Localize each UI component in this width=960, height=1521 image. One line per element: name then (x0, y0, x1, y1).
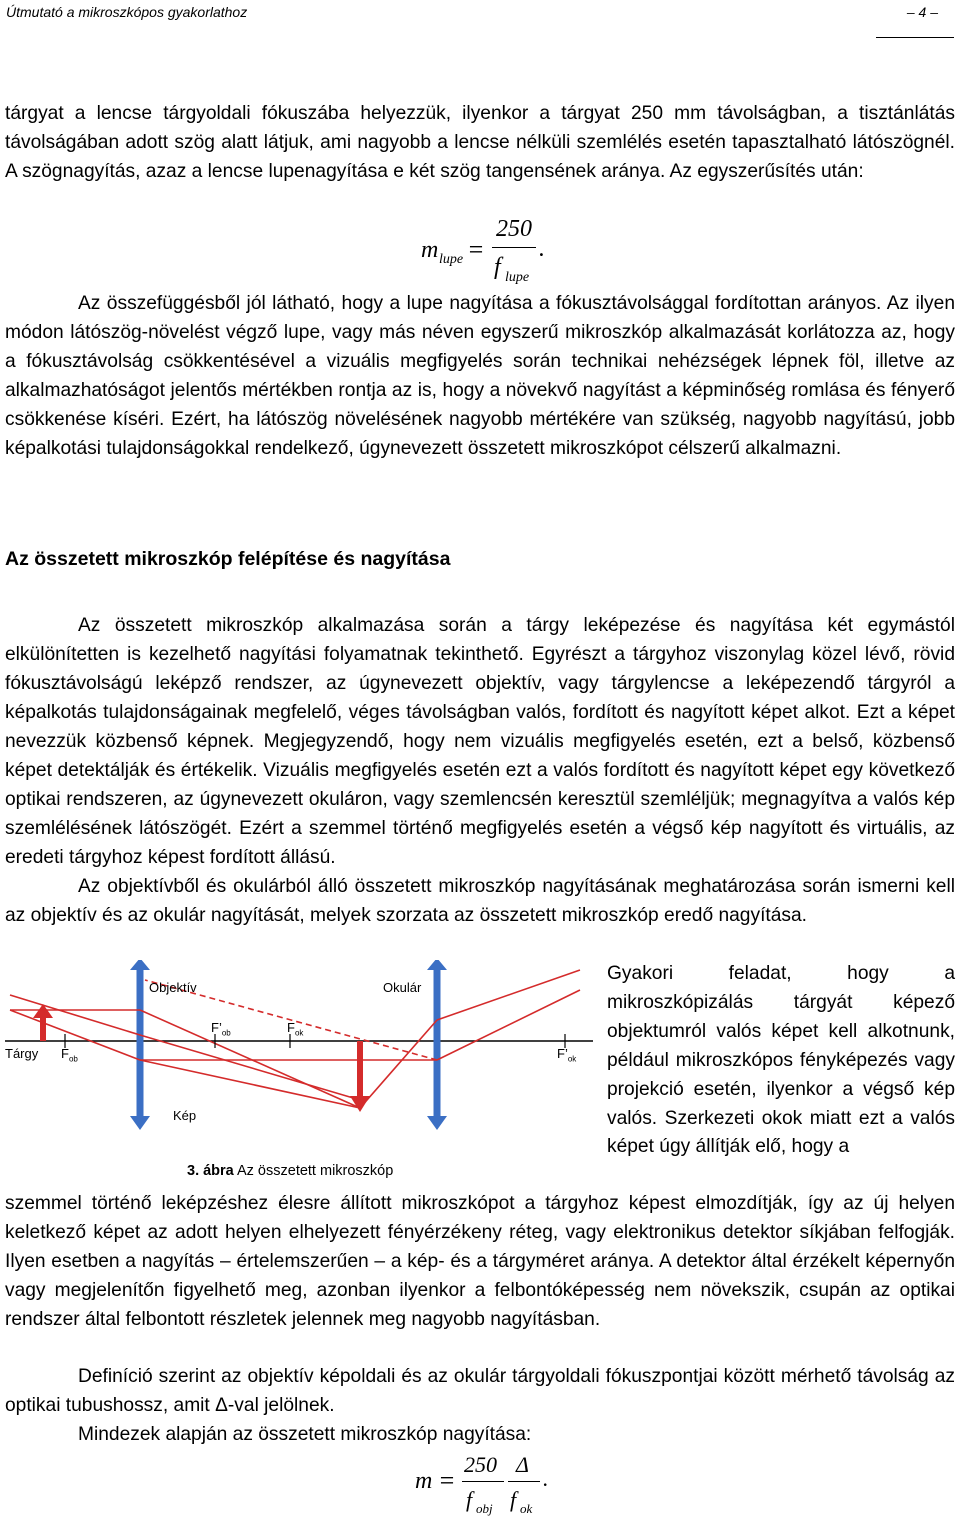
formula2-num2: Δ (516, 1452, 529, 1477)
paragraph-6: Definíció szerint az objektív képoldali és az okulár tárgyoldali fókuszpontjai között mérhető távolság az optikai tubushossz, amit Δ-val jelölnek. (5, 1366, 955, 1416)
page-number: – 4 – (906, 4, 938, 20)
formula2-period: . (543, 1466, 549, 1491)
figure-caption (187, 1163, 393, 1179)
formula-denominator-f: f (494, 254, 501, 280)
formula2-num1: 250 (464, 1452, 497, 1477)
fraction2-bar1 (462, 1481, 504, 1482)
paragraph-5: szemmel történő leképzéshez élesre állított mikroszkópot a tárgyhoz képest elmozdítják, így az új helyen keletkező képet az adott helyen elhelyezett fényérzékeny réteg, vagy elektronikus detektor síkjában felfogják. Ilyen esetben a nagyítás – értelemszerűen – a kép- és a tárgyméret aránya. A detektor által érzékelt képernyőn vagy megjelenítőn figyelhető meg, azonban ilyenkor a felbontóképesség nem növekszik, csupán az optikai rendszer által felbontott részletek jelennek meg nagyobb nagyításban. (5, 1193, 955, 1330)
label-okular: Okulár (383, 980, 422, 995)
label-f-ok-prime: $F’_{ok}$ (557, 1046, 577, 1064)
intermediate-image-arrow (350, 1041, 370, 1112)
formula2-f2: f (510, 1487, 517, 1512)
label-kep: Kép (173, 1108, 197, 1123)
label-f-ob: $F_{ob}$ (61, 1046, 78, 1064)
ocular-lens (427, 960, 447, 1130)
formula2-f1: f (466, 1487, 473, 1512)
figure-compound-microscope (5, 960, 593, 1190)
paragraph-7: Mindezek alapján az összetett mikroszkóp nagyítása: (78, 1424, 532, 1445)
header-rule (876, 37, 954, 38)
paragraph-3: Az összetett mikroszkóp alkalmazása során a tárgy leképezése és nagyítása két egymástól elkülönítetten is kezelhető nagyítási folyamatnak tekinthető. Egyrészt a tárgyhoz viszonylag közel lévő, rövid fókusztávolságú leképző rendszer, az úgynevezett objektív, vagy tárgylencse a leképezendő tárgyról a képalkotás tulajdonságainak megfelelő, véges távolságban valós, fordított és nagyított képet alkot. Ezt a képet nevezzük közbenső képnek. Megjegyzendő, hogy nem vizuális megfigyelés esetén, ezt a belső, közbenső képet detektálják és értékelik. Vizuális megfigyelés esetén ezt a valós fordított és nagyított képet egy következő optikai rendszeren, az úgynevezett okuláron, vagy szemlencsén keresztül szemléljük; megnagyítva a valós kép szemlélésének látószögét. Ezért a szemmel történő megfigyelés esetén a végső kép nagyított és virtuális, az eredeti tárgyhoz képest fordított állású. (5, 615, 955, 868)
side-paragraph: Gyakori feladat, hogy a mikroszkópizálás tárgyát képező objektumról valós képet kell alkotnunk, például mikroszkópos fényképezés vagy projekció esetén, ilyenkor a végső kép valós. Szerkezeti okok miatt ezt a valós képet úgy állítják elő, hogy a (607, 963, 955, 1158)
label-f-ob-prime: $F’_{ob}$ (211, 1020, 231, 1038)
formula-denominator-subscript: lupe (505, 270, 530, 285)
formula2-f2-sub: ok (520, 1501, 533, 1516)
formula-period: . (539, 236, 545, 262)
ray-diagram (5, 960, 593, 1160)
figure-caption-text: Az összetett mikroszkóp (236, 1163, 394, 1179)
objective-lens (130, 960, 150, 1130)
figure-number: 3. ábra (187, 1163, 234, 1179)
paragraph-4: Az objektívből és okulárból álló összetett mikroszkóp nagyításának meghatározása során ismerni kell az objektív és az okulár nagyítását, melyek szorzata az összetett mikroszkóp eredő nagyítása. (5, 876, 955, 926)
fraction-bar (492, 247, 536, 248)
rays (10, 970, 580, 1108)
formula-m: m (421, 237, 439, 263)
label-f-ok: $F_{ok}$ (287, 1020, 304, 1038)
formula2-equals: = (438, 1466, 456, 1495)
formula-m-subscript: lupe (439, 252, 464, 267)
label-objektiv: Objektív (149, 980, 197, 995)
running-header-title: Útmutató a mikroszkópos gyakorlathoz (6, 4, 248, 20)
fraction2-bar2 (508, 1481, 540, 1482)
formula2-f1-sub: obj (476, 1501, 493, 1516)
section-heading: Az összetett mikroszkóp felépítése és nagyítása (5, 548, 451, 570)
formula-numerator: 250 (496, 216, 532, 242)
formula-equals: = (467, 235, 485, 264)
label-targy: Tárgy (5, 1046, 39, 1061)
paragraph-1: tárgyat a lencse tárgyoldali fókuszába helyezzük, ilyenkor a tárgyat 250 mm távolságban, a tisztánlátás távolságában adott szög alatt látjuk, ami nagyobb a lencse nélküli szemlélés esetén tapasztalható látószögnél. A szögnagyítás, azaz a lencse lupenagyítása e két szög tangensének aránya. Az egyszerűsítés után: (5, 103, 955, 182)
paragraph-2: Az összefüggésből jól látható, hogy a lupe nagyítása a fókusztávolsággal fordítottan arányos. Az ilyen módon látószög-növelést végző lupe, vagy más néven egyszerű mikroszkóp alkalmazását korlátozza az, hogy a fókusztávolság csökkentésével a vizuális megfigyelés során technikai nehézségek lépnek föl, illetve az alkalmazhatóságot jelentős mértékben rontja az is, hogy a növekvő nagyítást a képminőség romlása és fényerő csökkenése kíséri. Ezért, ha látószög növelésének nagyobb mértékére van szükség, nagyobb nagyítású, jobb képalkotási tulajdonságokkal rendelkező, úgynevezett összetett mikroszkópot célszerű alkalmazni. (5, 293, 955, 459)
formula2-m: m (415, 1468, 433, 1494)
